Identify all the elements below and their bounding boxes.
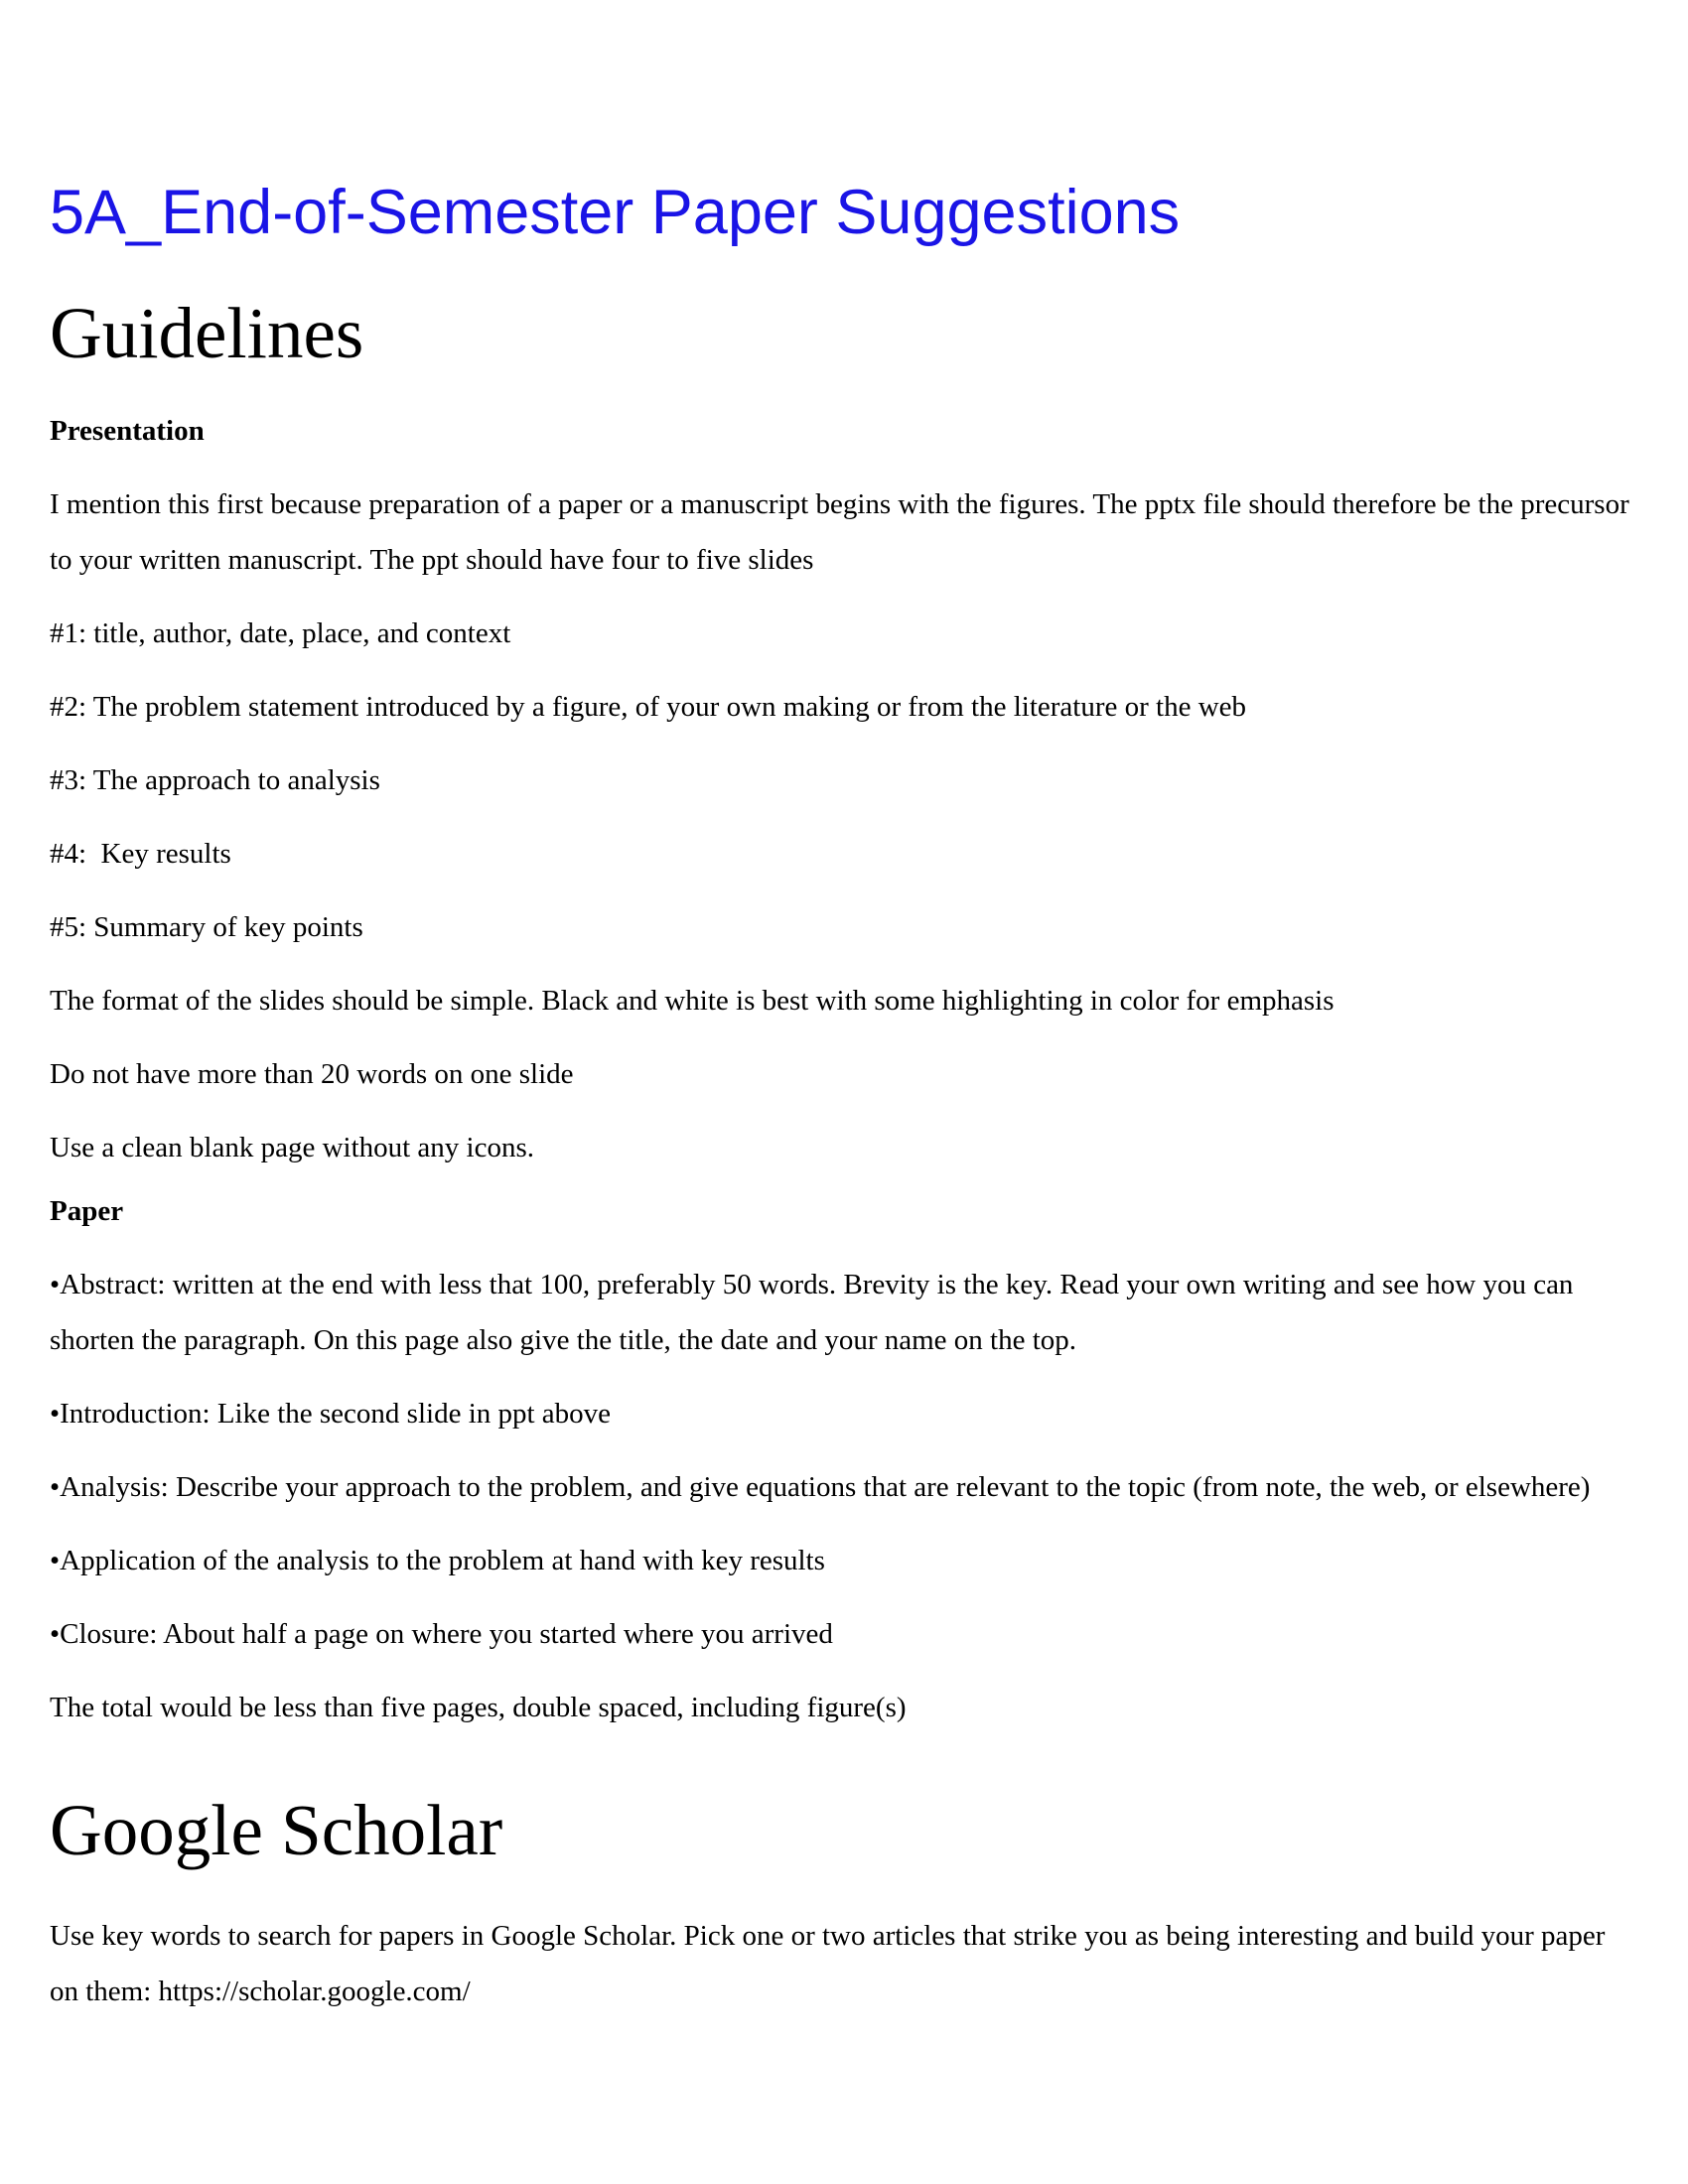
slide-word-limit-paragraph: Do not have more than 20 words on one slide [50, 1058, 574, 1090]
slide-5-item: #5: Summary of key points [50, 911, 363, 943]
paper-length-paragraph: The total would be less than five pages, double spaced, including figure(s) [50, 1692, 907, 1723]
paper-heading: Paper [50, 1195, 124, 1227]
slide-1-item: #1: title, author, date, place, and context [50, 617, 511, 649]
paper-abstract-item: •Abstract: written at the end with less that 100, preferably 50 words. Brevity is the key. Read your own writing and see how you can shorten the paragraph. On this page also give the title, the date and your name on the top. [50, 1269, 1574, 1356]
google-scholar-section [50, 1789, 1638, 2019]
presentation-intro-paragraph: I mention this first because preparation of a paper or a manuscript begins with the figures. The pptx file should therefore be the precursor to your written manuscript. The ppt should have four to five slides [50, 488, 1629, 576]
google-scholar-heading: Google Scholar [50, 1790, 503, 1870]
google-scholar-paragraph: Use key words to search for papers in Google Scholar. Pick one or two articles that strike you as being interesting and build your paper on them: https://scholar.google.com/ [50, 1920, 1606, 2007]
document-title: 5A_End-of-Semester Paper Suggestions [50, 178, 1181, 247]
paper-analysis-item: •Analysis: Describe your approach to the problem, and give equations that are relevant to the topic (from note, the web, or elsewhere) [50, 1471, 1591, 1503]
document-page [50, 175, 1638, 2019]
slide-3-item: #3: The approach to analysis [50, 764, 380, 796]
slide-2-item: #2: The problem statement introduced by a figure, of your own making or from the literature or the web [50, 691, 1247, 723]
guidelines-section [50, 292, 1638, 1735]
paper-application-item: •Application of the analysis to the problem at hand with key results [50, 1545, 825, 1576]
guidelines-heading: Guidelines [50, 293, 364, 373]
slide-4-item: #4: Key results [50, 838, 231, 870]
slide-clean-page-paragraph: Use a clean blank page without any icons. [50, 1132, 535, 1163]
presentation-heading: Presentation [50, 415, 205, 447]
paper-introduction-item: •Introduction: Like the second slide in ppt above [50, 1398, 612, 1430]
paper-closure-item: •Closure: About half a page on where you started where you arrived [50, 1618, 833, 1650]
slide-format-paragraph: The format of the slides should be simple. Black and white is best with some highlighting in color for emphasis [50, 985, 1335, 1017]
